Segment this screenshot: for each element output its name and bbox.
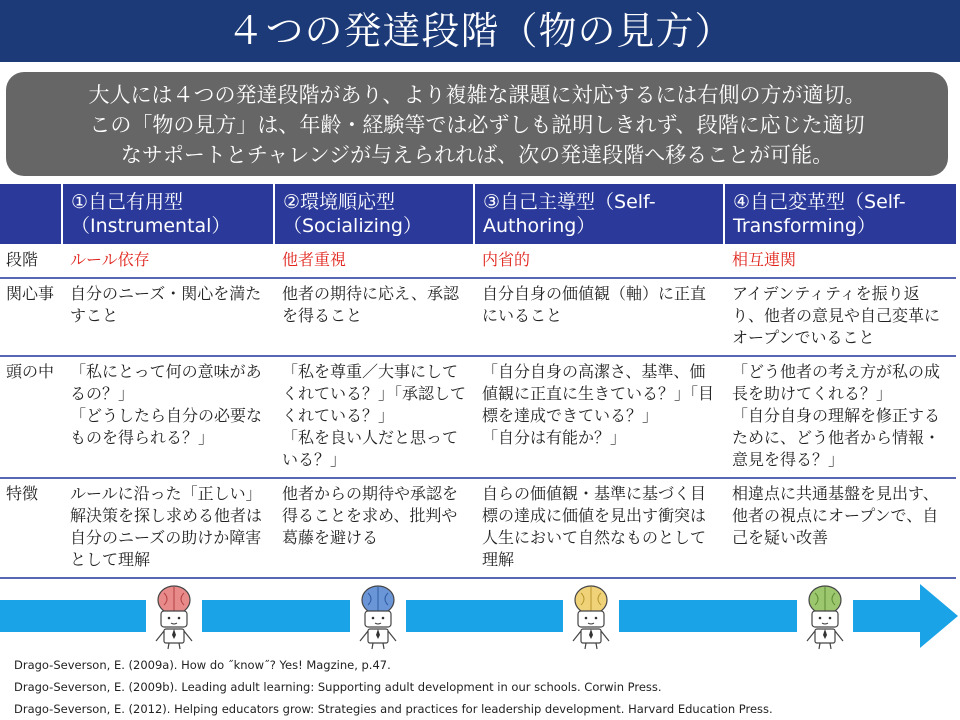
quote-text: 「私にとって何の意味があるの？」 [70, 362, 262, 403]
header-stage-1 [62, 184, 274, 244]
header-line: Transforming） [733, 215, 876, 237]
summary-box [6, 72, 948, 176]
quote-text: 「自分自身の理解を修正するために、どう他者から情報・意見を得る？」 [732, 406, 941, 469]
table-row [0, 478, 956, 578]
feature-cell: 自らの価値観・基準に基づく目標の達成に価値を見出す衝突は人生において自然なものとして理解 [474, 478, 724, 578]
brain-person-icon [146, 583, 202, 651]
header-line: （Instrumental） [71, 215, 231, 237]
development-stages-table [0, 184, 956, 579]
brain-person-icon [563, 583, 619, 651]
row-label-stage: 段階 [0, 244, 62, 278]
header-stage-2 [274, 184, 474, 244]
feature-cell: ルールに沿った「正しい」解決策を探し求める他者は自分のニーズの助けか障害として理解 [62, 478, 274, 578]
stage-cell: ルール依存 [62, 244, 274, 278]
stage-cell: 他者重視 [274, 244, 474, 278]
concern-cell: 自分のニーズ・関心を満たすこと [62, 278, 274, 356]
header-line: Authoring） [483, 215, 596, 237]
summary-line: 大人には４つの発達段階があり、より複雑な課題に対応するには右側の方が適切。 [88, 83, 866, 107]
page-title: ４つの発達段階（物の見方） [0, 0, 960, 62]
quote-text: 「私を良い人だと思っている？」 [282, 428, 459, 469]
summary-line: この「物の見方」は、年齢・経験等では必ずしも説明しきれず、段階に応じた適切 [89, 113, 865, 137]
mind-cell [274, 356, 474, 478]
concern-cell: 他者の期待に応え、承認を得ること [274, 278, 474, 356]
brain-person-icon [797, 583, 853, 651]
mind-cell [724, 356, 956, 478]
quote-text: 「私を尊重／大事にしてくれている？」「承認してくれている？」 [282, 362, 467, 425]
stage-cell: 内省的 [474, 244, 724, 278]
mind-cell [474, 356, 724, 478]
quote-text: 「自分自身の高潔さ、基準、価値観に正直に生きている？」「目標を達成できている？」 [482, 362, 715, 425]
row-label-concern: 関心事 [0, 278, 62, 356]
header-stage-3 [474, 184, 724, 244]
stage-cell: 相互連関 [724, 244, 956, 278]
feature-cell: 他者からの期待や承認を得ることを求め、批判や葛藤を避ける [274, 478, 474, 578]
corner-cell [0, 184, 62, 244]
brain-person-icon [350, 583, 406, 651]
reference-item: Drago-Severson, E. (2009b). Leading adult learning: Supporting adult development in our schools. Corwin Press. [14, 680, 662, 694]
header-line: ③自己主導型（Self- [483, 191, 656, 213]
quote-text: 「どうしたら自分の必要なものを得られる？」 [70, 406, 263, 447]
reference-item: Drago-Severson, E. (2012). Helping educators grow: Strategies and practices for leadership development. Harvard Education Press. [14, 702, 773, 716]
table-row [0, 244, 956, 278]
mind-cell [62, 356, 274, 478]
header-line: ④自己変革型（Self- [733, 191, 906, 213]
row-label-mind: 頭の中 [0, 356, 62, 478]
header-line: （Socializing） [283, 215, 422, 237]
header-line: ①自己有用型 [71, 191, 184, 213]
quote-text: 「自分は有能か？」 [482, 428, 627, 447]
concern-cell: アイデンティティを振り返り、他者の意見や自己変革にオープンでいること [724, 278, 956, 356]
row-label-feature: 特徴 [0, 478, 62, 578]
quote-text: 「どう他者の考え方が私の成長を助けてくれる？」 [732, 362, 941, 403]
summary-line: なサポートとチャレンジが与えられれば、次の発達段階へ移ることが可能。 [120, 143, 834, 167]
header-stage-4 [724, 184, 956, 244]
table-row [0, 356, 956, 478]
references [14, 654, 954, 720]
header-line: ②環境順応型 [283, 191, 396, 213]
reference-item: Drago-Severson, E. (2009a). How do ˝know˝? Yes! Magzine, p.47. [14, 658, 391, 672]
concern-cell: 自分自身の価値観（軸）に正直にいること [474, 278, 724, 356]
table-row [0, 278, 956, 356]
feature-cell: 相違点に共通基盤を見出す、他者の視点にオープンで、自己を疑い改善 [724, 478, 956, 578]
table-header-row [0, 184, 956, 244]
